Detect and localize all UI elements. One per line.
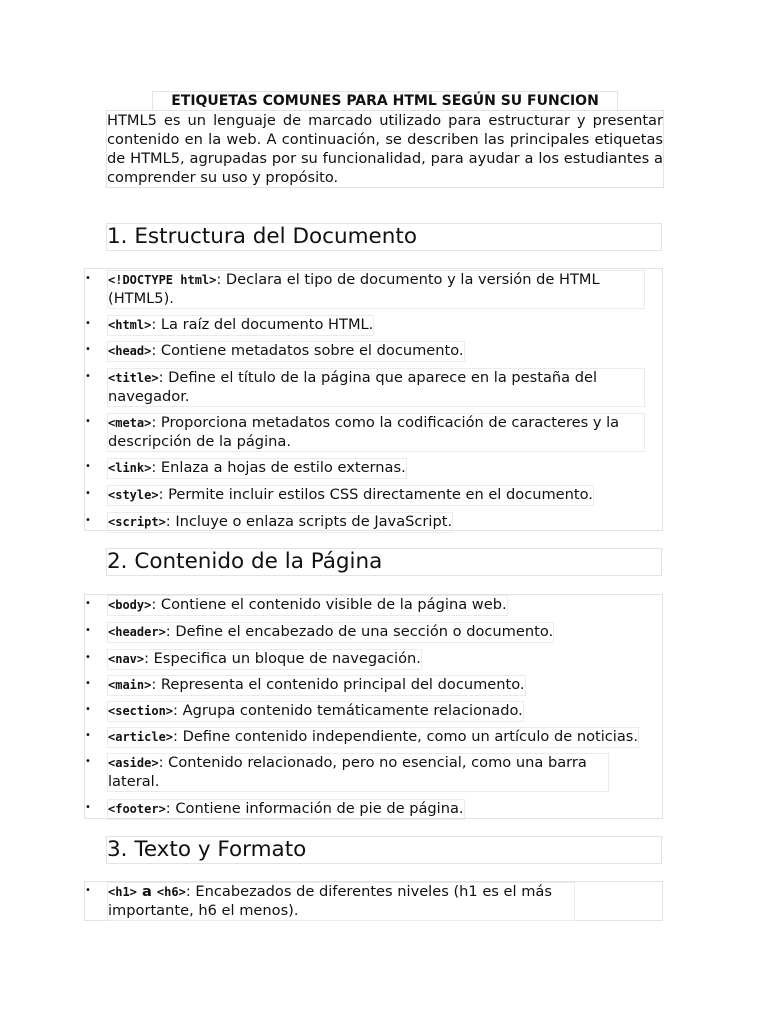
tag-code: <title>: [108, 371, 159, 385]
item-text: [107, 341, 465, 362]
item-description: : Contiene información de pie de página.: [165, 800, 464, 817]
item-text: [107, 270, 645, 309]
document-title: ETIQUETAS COMUNES PARA HTML SEGÚN SU FUNCION: [152, 91, 618, 111]
item-description: : La raíz del documento HTML.: [151, 316, 374, 333]
item-text: [107, 675, 526, 696]
bullet-icon: •: [85, 344, 91, 355]
tag-code: <body>: [108, 598, 152, 612]
bullet-icon: •: [85, 273, 91, 284]
item-description: : Incluye o enlaza scripts de JavaScript.: [165, 513, 453, 530]
tag-code: <section>: [108, 704, 174, 718]
item-description: : Enlaza a hojas de estilo externas.: [151, 459, 406, 476]
tag-code: <link>: [108, 461, 152, 475]
item-description: : Define contenido independiente, como un artículo de noticias.: [173, 728, 639, 745]
bullet-icon: •: [85, 885, 91, 896]
tag-joiner: a: [136, 883, 157, 900]
tag-code: <meta>: [108, 416, 152, 430]
tag-code: <footer>: [108, 802, 166, 816]
tag-code: <style>: [108, 488, 159, 502]
bullet-icon: •: [85, 756, 91, 767]
list-estructura: [84, 268, 663, 531]
tag-code: <h6>: [156, 885, 186, 899]
item-text: [107, 485, 594, 506]
tag-code: <article>: [108, 730, 174, 744]
item-description: : Proporciona metadatos como la codificación de caracteres y la descripción de la página.: [108, 414, 620, 450]
item-description: : Representa el contenido principal del documento.: [151, 676, 525, 693]
item-description: : Permite incluir estilos CSS directamente en el documento.: [158, 486, 593, 503]
item-text: [107, 622, 554, 643]
item-text: [107, 315, 374, 336]
item-text: [107, 799, 465, 820]
bullet-icon: •: [85, 488, 91, 499]
bullet-icon: •: [85, 371, 91, 382]
item-text: [107, 649, 422, 670]
tag-code: <h1>: [108, 885, 137, 899]
bullet-icon: •: [85, 704, 91, 715]
tag-code: <script>: [108, 515, 166, 529]
item-text: [107, 368, 645, 407]
item-text: [107, 458, 407, 479]
item-description: : Encabezados de diferentes niveles (h1 es el más importante, h6 el menos).: [108, 883, 552, 919]
bullet-icon: •: [85, 625, 91, 636]
tag-code: <aside>: [108, 756, 159, 770]
item-text: [107, 595, 508, 616]
bullet-icon: •: [85, 678, 91, 689]
item-text: [107, 512, 453, 533]
section-heading-contenido: 2. Contenido de la Página: [106, 548, 662, 576]
tag-code: <nav>: [108, 652, 145, 666]
section-heading-texto: 3. Texto y Formato: [106, 836, 662, 864]
bullet-icon: •: [85, 730, 91, 741]
item-description: : Especifica un bloque de navegación.: [144, 650, 421, 667]
section-heading-estructura: 1. Estructura del Documento: [106, 223, 662, 251]
item-text: [107, 882, 575, 921]
item-description: : Agrupa contenido temáticamente relacionado.: [173, 702, 523, 719]
item-text: [107, 753, 609, 792]
item-description: : Define el título de la página que aparece en la pestaña del navegador.: [108, 369, 598, 405]
bullet-icon: •: [85, 416, 91, 427]
bullet-icon: •: [85, 515, 91, 526]
list-texto: [84, 881, 663, 921]
bullet-icon: •: [85, 598, 91, 609]
intro-paragraph: HTML5 es un lenguaje de marcado utilizado para estructurar y presentar contenido en la web. A continuación, se describen las principales etiquetas de HTML5, agrupadas por su funcionalidad, para ayudar a los estudiantes a comprender su uso y propósito.: [107, 112, 663, 186]
list-contenido: [84, 594, 663, 819]
tag-code: <head>: [108, 344, 152, 358]
item-description: : Declara el tipo de documento y la versión de HTML (HTML5).: [108, 271, 600, 307]
item-description: : Define el encabezado de una sección o documento.: [165, 623, 554, 640]
bullet-icon: •: [85, 802, 91, 813]
tag-code: <html>: [108, 318, 152, 332]
item-description: : Contenido relacionado, pero no esencial, como una barra lateral.: [108, 754, 587, 790]
item-text: [107, 701, 524, 722]
item-text: [107, 727, 639, 748]
item-description: : Contiene metadatos sobre el documento.: [151, 342, 464, 359]
tag-code: <!DOCTYPE html>: [108, 273, 217, 287]
item-text: [107, 413, 645, 452]
bullet-icon: •: [85, 318, 91, 329]
bullet-icon: •: [85, 461, 91, 472]
item-description: : Contiene el contenido visible de la página web.: [151, 596, 507, 613]
bullet-icon: •: [85, 652, 91, 663]
tag-code: <header>: [108, 625, 166, 639]
tag-code: <main>: [108, 678, 152, 692]
